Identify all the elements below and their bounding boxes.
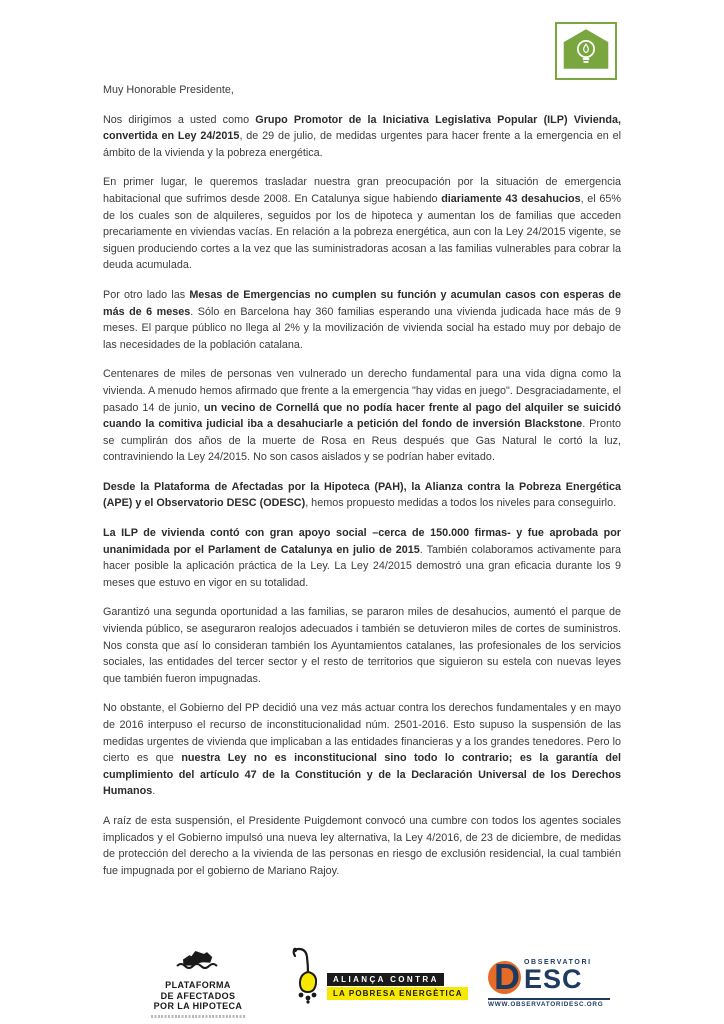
text-segment: , de 29 de julio, de medidas urgentes para hacer frente a la emergencia en el ámbito de la vivienda y la pobreza energética. [103, 130, 621, 159]
odesc-logo [488, 958, 610, 1008]
text-segment: Centenares de miles de personas ven vulnerado un derecho fundamental para una vida digna como la vivienda. A menudo hemos afirmado que frente a la emergencia "hay vidas en juego". Desgraciadamente, el pasado 14 de junio, [103, 368, 621, 414]
paragraph [103, 525, 621, 591]
bold-text-segment: diariamente 43 desahucios [441, 192, 581, 205]
text-segment: , el 65% de los cuales son de alquileres, seguidos por los de hipoteca y aumentan los de familias que acceden precariamente en viviendas vacías. En relación a la pobreza energética, aun con la Ley 24/2015 vigente, se siguen produciendo cortes a la vez que las suministradoras acosan a las familias vulnerables para cobrar la deuda acumulada. [103, 192, 621, 272]
odesc-url-row [488, 998, 610, 1008]
paragraph [103, 112, 621, 162]
pah-text-line: DE AFECTADOS [160, 990, 236, 1001]
bold-text-segment: un vecino de Cornellá que no podía hacer frente al pago del alquiler se suicidó cuando la comitiva judicial iba a desahuciarle a petición del fondo de inversión Blackstone [103, 401, 621, 431]
hanging-lightbulb-icon [289, 946, 321, 1009]
text-segment: No obstante, el Gobierno del PP decidió una vez más actuar contra los derechos fundamentales y en mayo de 2016 interpuso el recurso de inconstitucionalidad núm. 2501-2016. Esto supuso la suspensión de las medidas urgentes de vivienda que implicaban a las entidades financieras y a los grandes tenedores. Pero lo cierto es que [103, 702, 621, 765]
text-segment: . [152, 785, 156, 798]
pah-text-line: PLATAFORMA [165, 980, 231, 990]
ape-logo [289, 946, 468, 1009]
odesc-wordmark [488, 958, 610, 996]
houses-on-waves-icon [176, 960, 220, 977]
odesc-letters-esc: ESC [524, 964, 583, 994]
bold-text-segment: Desde la Plataforma de Afectadas por la Hipoteca (PAH), la Alianza contra la Pobreza Energética (APE) y el Observatorio DESC (ODESC) [103, 480, 621, 510]
paragraph [103, 174, 621, 274]
text-segment: , hemos propuesto medidas a todos los niveles para conseguirlo. [305, 497, 617, 510]
ape-text-line1: ALIANÇA CONTRA [327, 973, 444, 986]
pah-url-microtext [151, 1015, 245, 1018]
text-segment: Por otro lado las [103, 288, 190, 301]
header-logo-box [555, 22, 617, 80]
salutation: Muy Honorable Presidente, [103, 84, 234, 96]
ape-text-bars [327, 969, 468, 1000]
letter-body [103, 82, 621, 892]
odesc-url-text: WWW.OBSERVATORIDESC.ORG [488, 1001, 604, 1008]
pah-text-line: POR LA HIPOTECA [153, 1001, 243, 1011]
text-segment: . También colaboramos activamente para hacer posible la aplicación práctica de la Ley. La Ley 24/2015 demostró una gran eficacia durante los 9 meses que estuvo en vigor en su totalidad. [103, 543, 621, 589]
paragraph [103, 479, 621, 512]
text-segment: En primer lugar, le queremos trasladar nuestra gran preocupación por la situación de emergencia habitacional que sufrimos desde 2008. En Catalunya sigue habiendo [103, 176, 621, 205]
bold-text-segment: nuestra Ley no es inconstitucional sino todo lo contrario; es la garantía del cumplimiento del artículo 47 de la Constitución y de la Declaración Universal de los Derechos Humanos [103, 752, 621, 798]
ape-text-line2: LA POBRESA ENERGÈTICA [327, 987, 468, 1000]
bold-text-segment: Mesas de Emergencias no cumplen su función y acumulan casos con esperas de más de 6 meses [103, 288, 621, 318]
paragraph [103, 287, 621, 353]
odesc-observatori-text: OBSERVATORI [524, 959, 592, 966]
pah-logo [142, 946, 254, 1018]
text-segment: Garantizó una segunda oportunidad a las familias, se pararon miles de desahucios, aumentó el parque de vivienda público, se aseguraron realojos adecuados i también se detuvieron miles de cortes de suministros. Nos consta que así lo consideran también los Ayuntamientos catalanes, las profesionales de los servicios sociales, las entidades del tercer sector y el resto de territorios que siguieron su estela con nuevas leyes que también fueron impugnadas. [103, 606, 621, 685]
bold-text-segment: Grupo Promotor de la Iniciativa Legislativa Popular (ILP) Vivienda, convertida en Ley 24/2015 [103, 113, 621, 143]
paragraph [103, 700, 621, 800]
text-segment: Nos dirigimos a usted como [103, 113, 256, 126]
text-segment: . Sólo en Barcelona hay 360 familias esperando una vivienda judicada hace más de 9 meses. El parque público no llega al 2% y la movilización de vivienda social ha estado muy por debajo de las necesidades de la población catalana. [103, 305, 621, 351]
paragraph [103, 604, 621, 687]
paragraph [103, 366, 621, 466]
house-lightbulb-icon [560, 25, 612, 78]
paragraph [103, 813, 621, 879]
text-segment: . Pronto se cumplirán dos años de la muerte de Rosa en Reus después que Gas Natural le cortó la luz, contraviniendo la Ley 24/2015. No son casos aislados y se podrían haber evitado. [103, 418, 621, 464]
bold-text-segment: La ILP de vivienda contó con gran apoyo social –cerca de 150.000 firmas- y fue aprobada por unanimidada por el Parlament de Catalunya en julio de 2015 [103, 527, 621, 556]
text-segment: A raíz de esta suspensión, el Presidente Puigdemont convocó una cumbre con todos los agentes sociales implicados y el Gobierno impulsó una nueva ley alternativa, la Ley 4/2016, de 23 de diciembre, de medidas de protección del derecho a la vivienda de las personas en riesgo de exclusión residencial, la cual también fue impugnada por el gobierno de Mariano Rajoy. [103, 814, 621, 877]
odesc-letter-d: D [494, 956, 520, 997]
